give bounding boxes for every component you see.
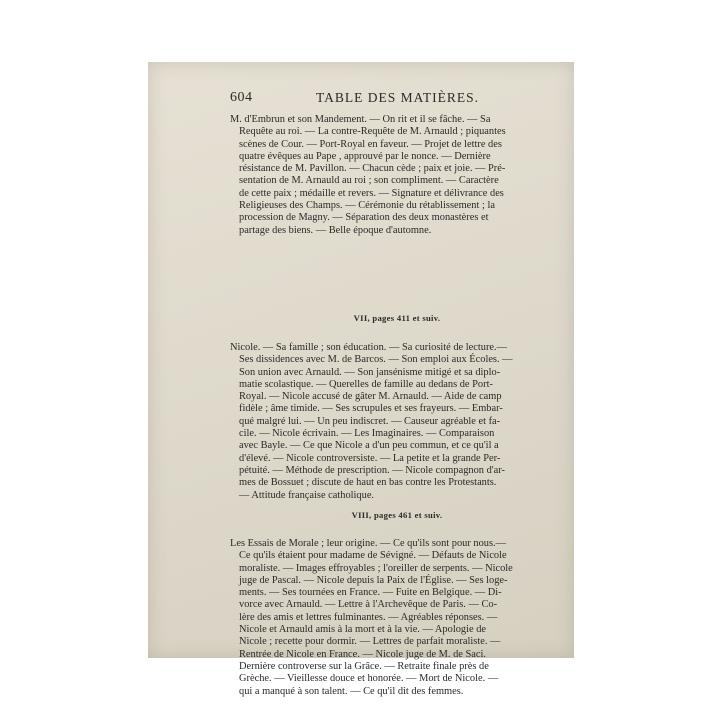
book-page bbox=[148, 62, 574, 697]
text-line: lère des amis et lettres fulminantes. — Agréables réponses. — bbox=[239, 611, 498, 623]
text-line: fidèle ; âme timide. — Ses scrupules et ses frayeurs. — Embar- bbox=[239, 403, 503, 415]
section-vii-entry bbox=[230, 342, 564, 502]
text-line: scènes de Cour. — Port-Royal en faveur. — Projet de lettre des bbox=[239, 138, 502, 150]
text-line: de cette paix ; médaille et revers. — Signature et délivrance des bbox=[239, 187, 504, 199]
text-line: Son union avec Arnauld. — Son jansénisme mitigé et sa diplo- bbox=[239, 366, 501, 378]
text-line: Dernière controverse sur la Grâce. — Retraite finale près de bbox=[239, 660, 489, 672]
text-line: Les Essais de Morale ; leur origine. — Ce qu'ils sont pour nous.— bbox=[230, 538, 507, 549]
text-line: qui a manqué à son talent. — Ce qu'il dit des femmes. bbox=[239, 685, 464, 697]
text-line: résistance de M. Pavillon. — Chacun cède ; paix et joie. — Pré- bbox=[239, 163, 506, 175]
text-line: Grèche. — Vieillesse douce et honorée. — Mort de Nicole. — bbox=[239, 673, 499, 685]
text-line: sentation de M. Arnauld au roi ; son compliment. — Caractère bbox=[239, 175, 499, 187]
text-line: partage des biens. — Belle époque d'automne. bbox=[239, 224, 432, 236]
text-line: Ce qu'ils étaient pour madame de Sévigné. — Défauts de Nicole bbox=[239, 550, 507, 562]
continued-entry bbox=[230, 114, 564, 237]
text-line: juge de Pascal. — Nicole depuis la Paix de l'Église. — Ses loge- bbox=[239, 574, 508, 586]
text-line: avec Bayle. — Ce que Nicole a d'un peu commun, et ce qu'il a bbox=[239, 440, 499, 452]
text-line: Royal. — Nicole accusé de gâter M. Arnauld. — Aide de camp bbox=[239, 391, 502, 403]
text-line: Religieuses des Champs. — Cérémonie du rétablissement ; la bbox=[239, 200, 495, 212]
text-line: pétuité. — Méthode de prescription. — Nicole compagnon d'ar- bbox=[239, 464, 505, 476]
text-line: M. d'Embrun et son Mandement. — On rit et il se fâche. — Sa bbox=[230, 114, 491, 125]
text-line: d'élevé. — Nicole controversiste. — La petite et la grande Per- bbox=[239, 452, 501, 464]
text-line: moraliste. — Images effroyables ; l'oreiller de serpents. — Nicole bbox=[239, 562, 513, 574]
text-line: procession de Magny. — Séparation des deux monastères et bbox=[239, 212, 489, 224]
text-line: mes de Bossuet ; discute de haut en bas contre les Protestants. bbox=[239, 477, 497, 489]
text-line: ments. — Ses tournées en France. — Fuite en Belgique. — Di- bbox=[239, 587, 502, 599]
section-viii-entry bbox=[230, 538, 564, 698]
text-line: matie scolastique. — Querelles de famille au dedans de Port- bbox=[239, 378, 493, 390]
page-header bbox=[148, 90, 574, 110]
text-line: Rentrée de Nicole en France. — Nicole juge de M. de Saci. bbox=[239, 648, 486, 660]
text-line: Requête au roi. — La contre-Requête de M. Arnauld ; piquantes bbox=[239, 126, 506, 138]
text-line: qué malgré lui. — Un peu indiscret. — Causeur agréable et fa- bbox=[239, 415, 501, 427]
text-line: Ses dissidences avec M. de Barcos. — Son emploi aux Écoles. — bbox=[239, 354, 513, 366]
page-number: 604 bbox=[230, 90, 253, 105]
text-line: Nicole. — Sa famille ; son éducation. — Sa curiosité de lecture.— bbox=[230, 342, 508, 353]
text-line: cile. — Nicole écrivain. — Les Imaginaires. — Comparaison bbox=[239, 428, 495, 440]
running-title: TABLE DES MATIÈRES. bbox=[316, 90, 480, 105]
section-heading-viii: VIII, pages 461 et suiv. bbox=[351, 510, 443, 520]
text-line: Nicole ; recette pour dormir. — Lettres de parfait moraliste. — bbox=[239, 636, 501, 648]
section-heading-vii: VII, pages 411 et suiv. bbox=[353, 313, 441, 323]
text-line: — Attitude française catholique. bbox=[239, 489, 375, 501]
text-line: quatre évêques au Pape , approuvé par le nonce. — Dernière bbox=[239, 150, 491, 162]
text-line: Nicole et Arnauld amis à la mort et à la vie. — Apologie de bbox=[239, 624, 486, 636]
text-line: vorce avec Arnauld. — Lettre à l'Archevêque de Paris. — Co- bbox=[239, 599, 498, 611]
